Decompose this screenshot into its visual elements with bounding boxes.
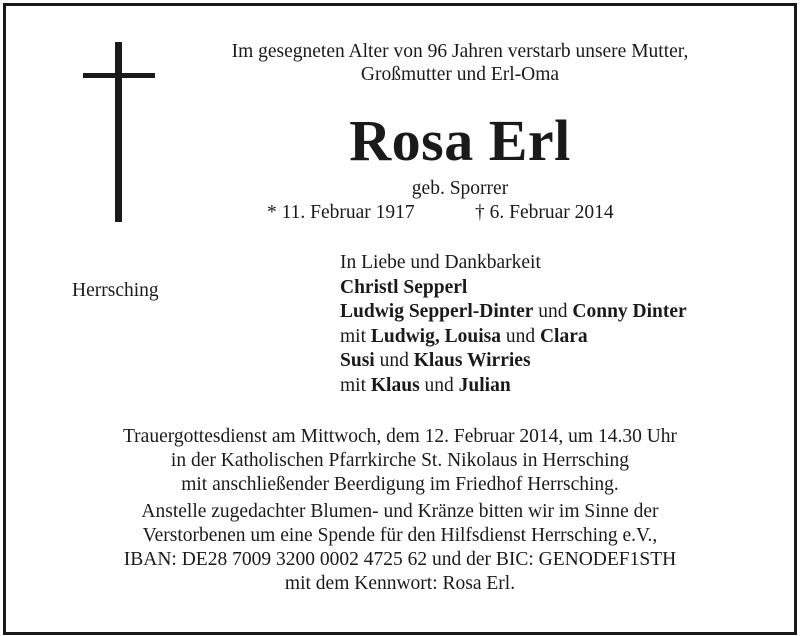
mourner-name: Ludwig Sepperl-Dinter (340, 301, 534, 322)
donation-line-3: IBAN: DE28 7009 3200 0002 4725 62 und der BIC: GENODEF1STH (123, 549, 677, 570)
service-line-1: Trauergottesdienst am Mittwoch, dem 12. Februar 2014, um 14.30 Uhr (122, 426, 678, 447)
intro-line-2: Großmutter und Erl-Oma (360, 64, 560, 85)
donation-request (30, 500, 770, 596)
donation-line-4: mit dem Kennwort: Rosa Erl. (284, 573, 516, 594)
mourner-name: Klaus (370, 374, 420, 396)
service-line-2: in der Katholischen Pfarrkirche St. Nikolaus in Herrsching (170, 450, 630, 471)
maiden-name: geb. Sporrer (411, 178, 509, 199)
birth-date: * 11. Februar 1917 (267, 202, 415, 223)
donation-line-1: Anstelle zugedachter Blumen- und Kränze bitten wir im Sinne der (141, 501, 659, 522)
mourner-name: Clara (539, 325, 588, 347)
mourners-list (340, 251, 687, 398)
funeral-service-info (30, 425, 770, 497)
death-date: † 6. Februar 2014 (475, 202, 614, 223)
mourner-line (340, 276, 687, 301)
mourner-line (340, 349, 687, 374)
mourner-line (340, 374, 687, 399)
cross-icon (83, 42, 155, 224)
prefix-text: mit (340, 325, 371, 347)
prefix-text: mit (340, 374, 371, 396)
mourner-name: Ludwig, Louisa (370, 325, 501, 347)
mourner-name: Conny Dinter (572, 301, 687, 322)
service-line-3: mit anschließender Beerdigung im Friedhof Herrsching. (181, 474, 619, 495)
intro-line-1: Im gesegneten Alter von 96 Jahren verstarb unsere Mutter, (231, 41, 689, 62)
joiner-text: und (374, 350, 414, 371)
mourner-name: Christl Sepperl (340, 276, 468, 298)
mourner-name: Susi (340, 350, 375, 371)
joiner-text: und (500, 325, 540, 347)
deceased-name: Rosa Erl (349, 108, 571, 173)
intro-text (180, 40, 740, 86)
donation-line-2: Verstorbenen um eine Spende für den Hilfsdienst Herrsching e.V., (142, 525, 658, 546)
mourner-line (340, 300, 687, 325)
mourner-name: Julian (458, 374, 511, 396)
place-of-residence: Herrsching (72, 280, 159, 301)
joiner-text: und (419, 374, 459, 396)
mourners-heading: In Liebe und Dankbarkeit (340, 252, 541, 273)
mourner-name: Klaus Wirries (413, 350, 531, 371)
mourner-line (340, 325, 687, 350)
joiner-text: und (533, 301, 573, 322)
